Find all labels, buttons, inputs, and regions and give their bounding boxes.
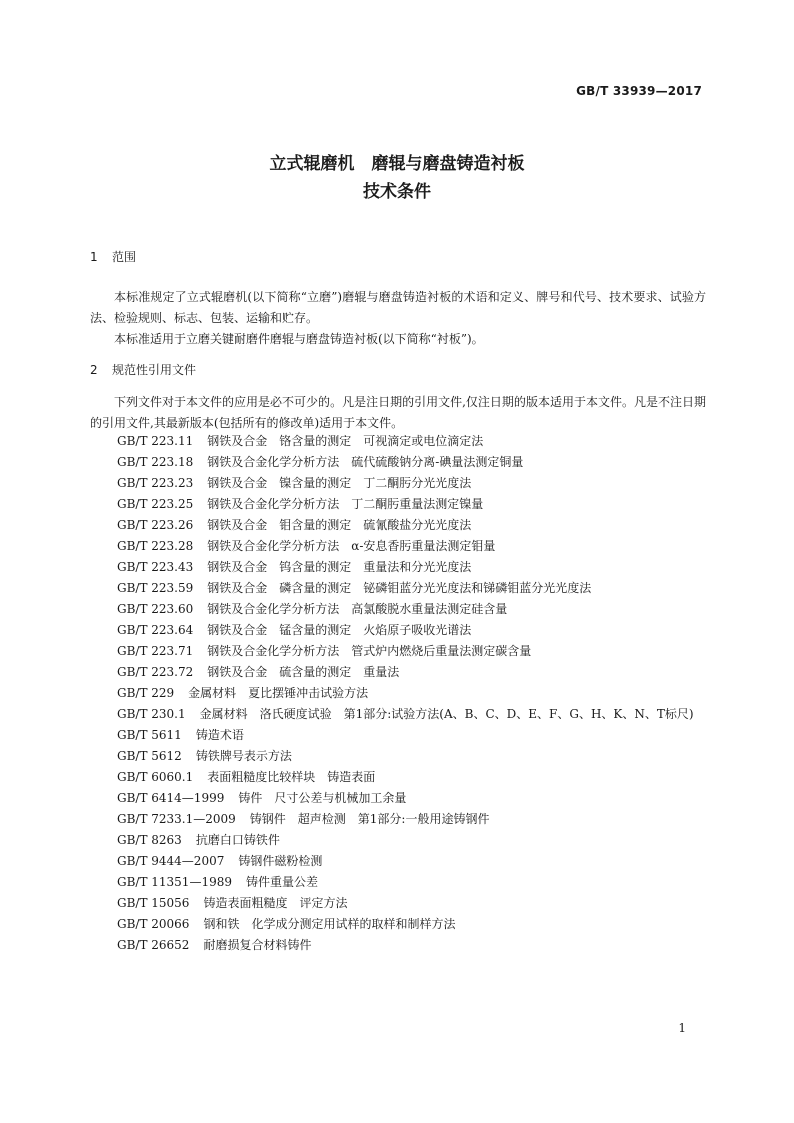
reference-title: 钢铁及合金 硫含量的测定 重量法 xyxy=(207,665,400,679)
reference-title: 钢铁及合金化学分析方法 管式炉内燃烧后重量法测定碳含量 xyxy=(207,644,532,658)
reference-item xyxy=(90,620,706,641)
reference-item xyxy=(90,767,706,788)
reference-code: GB/T 223.26 xyxy=(117,518,194,532)
reference-title: 抗磨白口铸铁件 xyxy=(195,833,280,847)
section-1-number: 1 xyxy=(90,250,98,264)
section-1-title: 范围 xyxy=(112,250,137,264)
reference-title: 钢铁及合金 钨含量的测定 重量法和分光光度法 xyxy=(207,560,472,574)
reference-item xyxy=(90,683,706,704)
reference-title: 钢铁及合金化学分析方法 高氯酸脱水重量法测定硅含量 xyxy=(207,602,508,616)
reference-code: GB/T 223.28 xyxy=(117,539,194,553)
reference-code: GB/T 6414—1999 xyxy=(117,791,225,805)
reference-item xyxy=(90,536,706,557)
reference-title: 钢铁及合金 磷含量的测定 铋磷钼蓝分光光度法和锑磷钼蓝分光光度法 xyxy=(207,581,592,595)
reference-code: GB/T 223.59 xyxy=(117,581,194,595)
reference-item xyxy=(90,599,706,620)
reference-code: GB/T 223.64 xyxy=(117,623,194,637)
reference-item xyxy=(90,641,706,662)
reference-item xyxy=(90,809,706,830)
reference-item xyxy=(90,473,706,494)
reference-item xyxy=(90,830,706,851)
reference-item xyxy=(90,494,706,515)
reference-code: GB/T 15056 xyxy=(117,896,190,910)
reference-title: 铸铁牌号表示方法 xyxy=(195,749,292,763)
reference-title: 金属材料 夏比摆锤冲击试验方法 xyxy=(188,686,369,700)
reference-list xyxy=(90,431,706,956)
standard-number: GB/T 33939—2017 xyxy=(576,84,702,98)
reference-code: GB/T 223.23 xyxy=(117,476,194,490)
reference-item xyxy=(90,851,706,872)
reference-item xyxy=(90,578,706,599)
reference-title: 表面粗糙度比较样块 铸造表面 xyxy=(207,770,376,784)
reference-code: GB/T 223.71 xyxy=(117,644,194,658)
reference-title: 铸造表面粗糙度 评定方法 xyxy=(203,896,348,910)
reference-code: GB/T 7233.1—2009 xyxy=(117,812,236,826)
reference-item xyxy=(90,557,706,578)
reference-title: 钢铁及合金化学分析方法 硫代硫酸钠分离-碘量法测定铜量 xyxy=(207,455,524,469)
reference-code: GB/T 11351—1989 xyxy=(117,875,232,889)
reference-title: 钢铁及合金 锰含量的测定 火焰原子吸收光谱法 xyxy=(207,623,472,637)
section-2-number: 2 xyxy=(90,363,98,377)
reference-code: GB/T 223.72 xyxy=(117,665,194,679)
reference-item xyxy=(90,725,706,746)
document-subtitle: 技术条件 xyxy=(363,182,431,202)
reference-code: GB/T 6060.1 xyxy=(117,770,194,784)
reference-title: 钢和铁 化学成分测定用试样的取样和制样方法 xyxy=(203,917,456,931)
document-title: 立式辊磨机 磨辊与磨盘铸造衬板 xyxy=(269,154,525,174)
page-number: 1 xyxy=(678,1021,686,1035)
scope-paragraph-1: 本标准规定了立式辊磨机(以下简称“立磨”)磨辊与磨盘铸造衬板的术语和定义、牌号和代号、技术要求、试验方法、检验规则、标志、包装、运输和贮存。 xyxy=(90,290,706,325)
reference-title: 铸造术语 xyxy=(195,728,244,742)
reference-item xyxy=(90,662,706,683)
reference-code: GB/T 230.1 xyxy=(117,707,186,721)
reference-title: 铸件 尺寸公差与机械加工余量 xyxy=(238,791,407,805)
reference-item xyxy=(90,893,706,914)
reference-title: 钢铁及合金 铬含量的测定 可视滴定或电位滴定法 xyxy=(207,434,484,448)
reference-item xyxy=(90,515,706,536)
reference-item xyxy=(90,704,706,725)
reference-code: GB/T 223.60 xyxy=(117,602,194,616)
reference-title: 铸件重量公差 xyxy=(245,875,318,889)
reference-code: GB/T 26652 xyxy=(117,938,190,952)
reference-item xyxy=(90,935,706,956)
reference-code: GB/T 20066 xyxy=(117,917,190,931)
reference-code: GB/T 5611 xyxy=(117,728,182,742)
reference-code: GB/T 223.18 xyxy=(117,455,194,469)
reference-title: 耐磨损复合材料铸件 xyxy=(203,938,312,952)
reference-item xyxy=(90,788,706,809)
section-2-heading xyxy=(90,362,196,378)
reference-code: GB/T 229 xyxy=(117,686,175,700)
reference-code: GB/T 223.25 xyxy=(117,497,194,511)
reference-item xyxy=(90,872,706,893)
reference-item xyxy=(90,431,706,452)
reference-item xyxy=(90,452,706,473)
reference-title: 铸钢件 超声检测 第1部分:一般用途铸钢件 xyxy=(249,812,490,826)
reference-code: GB/T 5612 xyxy=(117,749,182,763)
reference-title: 钢铁及合金 镍含量的测定 丁二酮肟分光光度法 xyxy=(207,476,472,490)
scope-paragraph-2: 本标准适用于立磨关键耐磨件磨辊与磨盘铸造衬板(以下简称“衬板”)。 xyxy=(114,332,484,346)
reference-code: GB/T 223.43 xyxy=(117,560,194,574)
reference-item xyxy=(90,746,706,767)
reference-item xyxy=(90,914,706,935)
reference-title: 钢铁及合金化学分析方法 丁二酮肟重量法测定镍量 xyxy=(207,497,484,511)
reference-code: GB/T 8263 xyxy=(117,833,182,847)
reference-title: 铸钢件磁粉检测 xyxy=(238,854,323,868)
reference-code: GB/T 9444—2007 xyxy=(117,854,225,868)
reference-title: 钢铁及合金化学分析方法 α-安息香肟重量法测定钼量 xyxy=(207,539,496,553)
reference-code: GB/T 223.11 xyxy=(117,434,194,448)
reference-title: 金属材料 洛氏硬度试验 第1部分:试验方法(A、B、C、D、E、F、G、H、K、N、T标尺) xyxy=(199,707,694,721)
references-intro: 下列文件对于本文件的应用是必不可少的。凡是注日期的引用文件,仅注日期的版本适用于本文件。凡是不注日期的引用文件,其最新版本(包括所有的修改单)适用于本文件。 xyxy=(90,395,706,430)
reference-title: 钢铁及合金 钼含量的测定 硫氰酸盐分光光度法 xyxy=(207,518,472,532)
section-1-heading xyxy=(90,249,136,265)
section-2-title: 规范性引用文件 xyxy=(112,363,197,377)
